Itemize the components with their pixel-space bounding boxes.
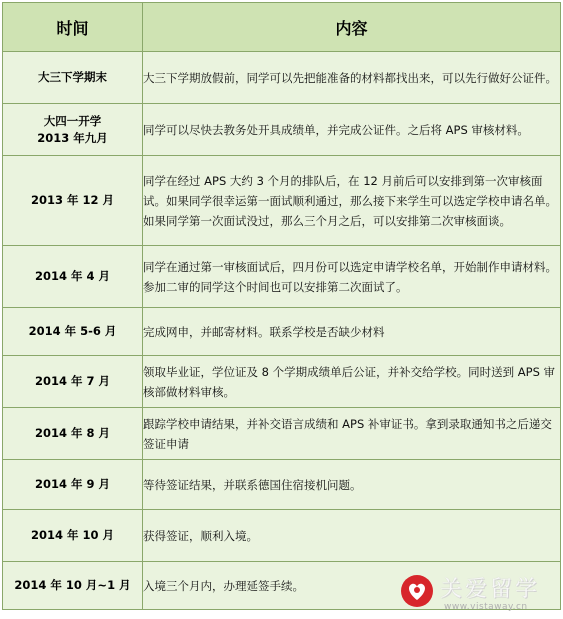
time-cell bbox=[3, 156, 143, 246]
time-line: 2014 年 4 月 bbox=[34, 269, 111, 283]
time-cell bbox=[3, 246, 143, 308]
time-line: 大三下学期末 bbox=[38, 70, 107, 84]
time-cell bbox=[3, 308, 143, 356]
time-line: 2014 年 10 月 bbox=[30, 528, 115, 542]
table-row bbox=[3, 510, 561, 562]
content-cell: 获得签证，顺利入境。 bbox=[143, 510, 561, 562]
watermark-brand-name: 关爱留学 bbox=[440, 577, 541, 602]
time-line: 2014 年 9 月 bbox=[34, 477, 111, 491]
table-header-row bbox=[3, 3, 561, 52]
table-row bbox=[3, 356, 561, 408]
time-cell bbox=[3, 408, 143, 460]
time-line: 2014 年 8 月 bbox=[34, 426, 111, 440]
time-cell bbox=[3, 52, 143, 104]
time-cell bbox=[3, 460, 143, 510]
time-cell bbox=[3, 356, 143, 408]
time-line: 2013 年九月 bbox=[37, 130, 108, 145]
content-cell: 同学可以尽快去教务处开具成绩单，并完成公证件。之后将 APS 审核材料。 bbox=[143, 104, 561, 156]
time-cell bbox=[3, 104, 143, 156]
logo-heart-dot bbox=[414, 587, 420, 593]
header-content: 内容 bbox=[143, 3, 561, 52]
time-line: 2014 年 10 月~1 月 bbox=[14, 578, 131, 592]
table-row bbox=[3, 156, 561, 246]
header-time: 时间 bbox=[3, 3, 143, 52]
table-row bbox=[3, 308, 561, 356]
table-row bbox=[3, 408, 561, 460]
content-cell: 入境三个月内，办理延签手续。 bbox=[143, 562, 561, 610]
watermark bbox=[400, 572, 560, 616]
content-cell: 领取毕业证，学位证及 8 个学期成绩单后公证，并补交给学校。同时送到 APS 审核部做材料审核。 bbox=[143, 356, 561, 408]
watermark-url: www.vistaway.cn bbox=[444, 602, 528, 612]
content-cell: 同学在经过 APS 大约 3 个月的排队后，在 12 月前后可以安排到第一次审核面试。如果同学很幸运第一面试顺利通过，那么接下来学生可以选定学校申请名单。如果同学第一次面试没过，那么三个月之后，可以安排第二次审核面谈。 bbox=[143, 156, 561, 246]
time-line: 2013 年 12 月 bbox=[30, 193, 115, 207]
table-row bbox=[3, 460, 561, 510]
table-row bbox=[3, 246, 561, 308]
timeline-table bbox=[2, 2, 561, 610]
content-cell: 同学在通过第一审核面试后，四月份可以选定申请学校名单，开始制作申请材料。参加二审的同学这个时间也可以安排第二次面试了。 bbox=[143, 246, 561, 308]
heart-logo-icon bbox=[400, 574, 434, 608]
time-cell bbox=[3, 510, 143, 562]
time-line: 2014 年 5-6 月 bbox=[28, 324, 117, 338]
content-cell: 等待签证结果，并联系德国住宿接机问题。 bbox=[143, 460, 561, 510]
content-cell: 大三下学期放假前，同学可以先把能准备的材料都找出来，可以先行做好公证件。 bbox=[143, 52, 561, 104]
content-cell: 完成网申，并邮寄材料。联系学校是否缺少材料 bbox=[143, 308, 561, 356]
table-row bbox=[3, 52, 561, 104]
table-row bbox=[3, 104, 561, 156]
content-cell: 跟踪学校申请结果，并补交语言成绩和 APS 补审证书。拿到录取通知书之后递交签证申请 bbox=[143, 408, 561, 460]
time-line: 2014 年 7 月 bbox=[34, 374, 111, 388]
time-line: 大四一开学 bbox=[43, 113, 102, 128]
time-cell bbox=[3, 562, 143, 610]
